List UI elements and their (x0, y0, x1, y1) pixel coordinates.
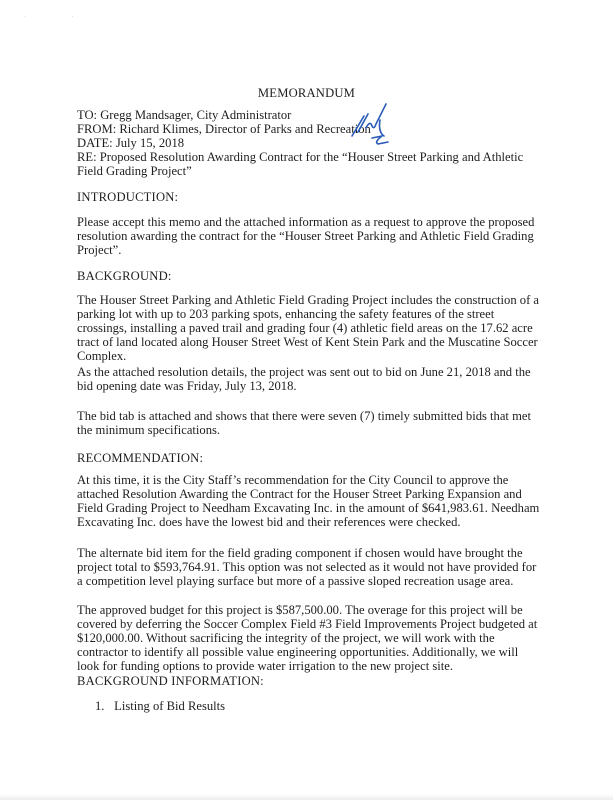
signature-initials-icon (350, 102, 396, 148)
introduction-paragraph: Please accept this memo and the attached information as a request to approve the proposed resolution awarding the contract for the “Houser Street Parking and Athletic Field Grading Project”. (77, 215, 535, 257)
date-line: DATE: July 15, 2018 (77, 136, 185, 150)
recommendation-paragraph-2: The alternate bid item for the field grading component if chosen would have brought the project total to $593,764.91. This option was not selected as it would not have provided for a competition level playing surface but more of a passive sloped recreation usage area. (77, 546, 537, 588)
memo-title: MEMORANDUM (257, 86, 356, 100)
re-line: RE: Proposed Resolution Awarding Contract for the “Houser Street Parking and Athletic Field Grading Project” (77, 150, 524, 178)
scan-specks: · · (24, 14, 96, 20)
list-item-number: 1. (95, 699, 105, 713)
background-paragraph-2: As the attached resolution details, the project was sent out to bid on June 21, 2018 and the bid opening date was Friday, July 13, 2018. (77, 365, 531, 393)
recommendation-paragraph-3: The approved budget for this project is $587,500.00. The overage for this project will be covered by deferring the Soccer Complex Field #3 Field Improvements Project budgeted at $120,000.00. Without sacrificing the integrity of the project, we will work with the contractor to identify all possible value engineering opportunities. Additionally, we will look for funding options to provide water irrigation to the new project site. (77, 603, 538, 673)
recommendation-heading: RECOMMENDATION: (77, 451, 204, 465)
from-line: FROM: Richard Klimes, Director of Parks and Recreation (77, 122, 371, 136)
background-information-heading: BACKGROUND INFORMATION: (77, 674, 264, 688)
list-item-label: Listing of Bid Results (114, 699, 226, 713)
memo-header (77, 108, 547, 178)
background-paragraph-1: The Houser Street Parking and Athletic Field Grading Project includes the construction of a parking lot with up to 203 parking spots, enhancing the safety features of the street crossings, installing a paved trail and grading four (4) athletic field areas on the 17.62 acre tract of land located along Houser Street West of Kent Stein Park and the Muscatine Soccer Complex. (77, 293, 540, 363)
background-heading: BACKGROUND: (77, 269, 172, 283)
to-line: TO: Gregg Mandsager, City Administrator (77, 108, 292, 122)
list-item (95, 699, 225, 714)
background-paragraph-3: The bid tab is attached and shows that there were seven (7) timely submitted bids that met the minimum specifications. (77, 409, 531, 437)
scan-bottom-edge (0, 794, 613, 800)
introduction-heading: INTRODUCTION: (77, 190, 179, 204)
recommendation-paragraph-1: At this time, it is the City Staff’s recommendation for the City Council to approve the attached Resolution Awarding the Contract for the Houser Street Parking Expansion and Field Grading Project to Needham Excavating Inc. in the amount of $641,983.61. Needham Excavating Inc. does have the lowest bid and their references were checked. (77, 473, 540, 529)
